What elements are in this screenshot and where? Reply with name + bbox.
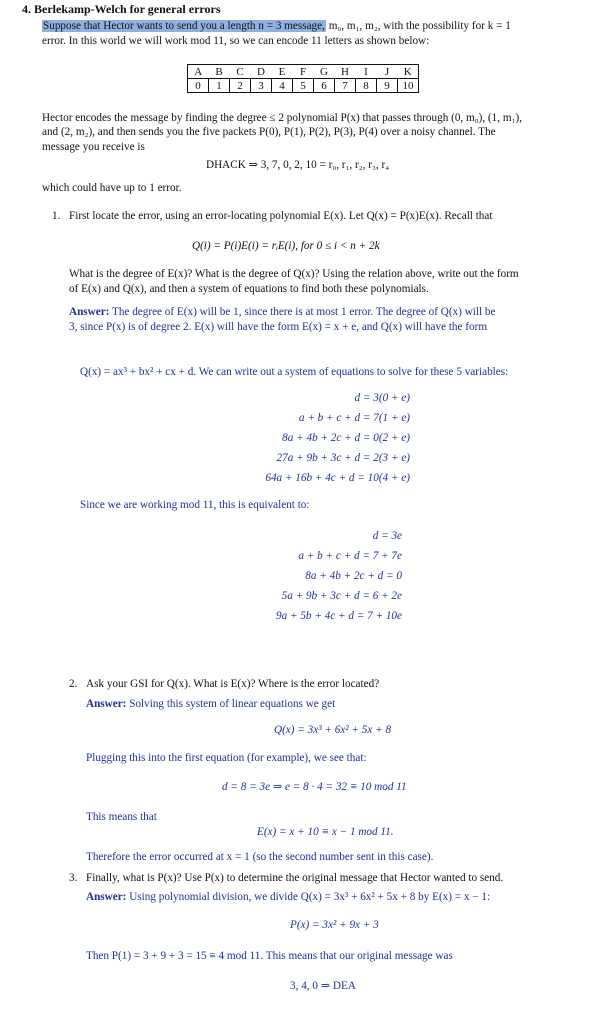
q2-ex: E(x) = x + 10 ≡ x − 1 mod 11.	[257, 826, 394, 838]
q2-therefore: Therefore the error occurred at x = 1 (so the second number sent in this case).	[86, 851, 434, 863]
letter-cell: J	[377, 65, 398, 79]
letter-cell: D	[251, 65, 272, 79]
letter-cell: G	[314, 65, 335, 79]
q2-plug: Plugging this into the first equation (for example), we see that:	[86, 752, 367, 764]
q3-answer-text-1: Using polynomial division, we divide Q(x) = 3x³ + 6x² + 5x + 8 by E(x) = x − 1:	[126, 891, 491, 903]
letter-cell: H	[335, 65, 356, 79]
system1-eq: 64a + 16b + 4c + d = 10(4 + e)	[265, 472, 410, 484]
q3-line-1: Finally, what is P(x)? Use P(x) to determine the original message that Hector wanted to send.	[86, 872, 504, 884]
numbers-row	[188, 79, 419, 93]
system1-eq: d = 3(0 + e)	[354, 392, 410, 404]
q1-line-3: of E(x) and Q(x), and then a system of equations to find both these polynomials.	[69, 283, 429, 295]
q2-qx: Q(x) = 3x³ + 6x² + 5x + 8	[274, 724, 392, 736]
received-message: DHACK ⇒ 3, 7, 0, 2, 10 = r₀, r₁, r₂, r₃, r₄	[206, 159, 390, 171]
q1-answer-line-1	[69, 306, 495, 318]
number-cell: 1	[209, 79, 230, 93]
letter-cell: K	[398, 65, 419, 79]
q1-formula: Q(i) = P(i)E(i) = rᵢE(i), for 0 ≤ i < n + 2k	[192, 240, 380, 252]
number-cell: 8	[356, 79, 377, 93]
q3-then: Then P(1) = 3 + 9 + 3 = 15 ≡ 4 mod 11. This means that our original message was	[86, 950, 453, 962]
system2-eq: d = 3e	[372, 530, 402, 542]
q2-d-equation: d = 8 = 3e ⇒ e = 8 · 4 = 32 ≡ 10 mod 11	[222, 781, 407, 793]
number-cell: 0	[188, 79, 209, 93]
section-title: 4. Berlekamp-Welch for general errors	[22, 2, 221, 16]
q3-number: 3.	[69, 872, 78, 884]
intro-line-1	[42, 20, 511, 32]
q1-answer-line-3: Q(x) = ax³ + bx² + cx + d. We can write out a system of equations to solve for these 5 variables:	[80, 366, 509, 378]
q1-line-1: First locate the error, using an error-locating polynomial E(x). Let Q(x) = P(x)E(x). Recall that	[69, 210, 493, 222]
q2-answer-text-1: Solving this system of linear equations we get	[126, 698, 336, 710]
number-cell: 2	[230, 79, 251, 93]
para2-line-4: which could have up to 1 error.	[42, 182, 182, 194]
q3-answer-label: Answer:	[86, 891, 127, 903]
number-cell: 6	[314, 79, 335, 93]
q1-number: 1.	[52, 210, 61, 222]
system1-eq: a + b + c + d = 7(1 + e)	[298, 412, 410, 424]
number-cell: 10	[398, 79, 419, 93]
system2-eq: 9a + 5b + 4c + d = 7 + 10e	[276, 610, 402, 622]
letter-cell: B	[209, 65, 230, 79]
intro-rest: m₀, m₁, m₂, with the possibility for k = 1	[325, 20, 511, 32]
q2-line-1: Ask your GSI for Q(x). What is E(x)? Where is the error located?	[86, 678, 380, 690]
number-cell: 7	[335, 79, 356, 93]
q1-answer-line-2: 3, since P(x) is of degree 2. E(x) will have the form E(x) = x + e, and Q(x) will have the form	[69, 321, 488, 333]
q1-line-2: What is the degree of E(x)? What is the degree of Q(x)? Using the relation above, write out the form	[69, 268, 519, 280]
letter-cell: A	[188, 65, 209, 79]
number-cell: 9	[377, 79, 398, 93]
number-cell: 3	[251, 79, 272, 93]
system2-eq: a + b + c + d = 7 + 7e	[298, 550, 402, 562]
q3-px: P(x) = 3x² + 9x + 3	[290, 919, 379, 931]
system2-eq: 8a + 4b + 2c + d = 0	[305, 570, 402, 582]
system2-eq: 5a + 9b + 3c + d = 6 + 2e	[281, 590, 402, 602]
intro-line-2: error. In this world we will work mod 11, so we can encode 11 letters as shown below:	[42, 35, 430, 47]
letter-cell: E	[272, 65, 293, 79]
para2-line-1: Hector encodes the message by finding the degree ≤ 2 polynomial P(x) that passes through (0, m₀), (1, m₁),	[42, 112, 522, 124]
q3-answer-line-1	[86, 891, 490, 903]
highlighted-text[interactable]: Suppose that Hector wants to send you a length n = 3 message,	[43, 20, 325, 32]
since-line: Since we are working mod 11, this is equivalent to:	[80, 499, 310, 511]
q2-answer-label: Answer:	[86, 698, 127, 710]
letter-cell: F	[293, 65, 314, 79]
q2-means: This means that	[86, 811, 157, 823]
q3-final: 3, 4, 0 ⇒ DEA	[290, 980, 356, 992]
encoding-table	[187, 64, 419, 93]
para2-line-3: message you receive is	[42, 141, 145, 153]
system1-eq: 27a + 9b + 3c + d = 2(3 + e)	[276, 452, 410, 464]
letter-cell: I	[356, 65, 377, 79]
q2-number: 2.	[69, 678, 78, 690]
q2-answer-line-1	[86, 698, 335, 710]
q1-answer-text-1: The degree of E(x) will be 1, since there is at most 1 error. The degree of Q(x) will be	[109, 306, 496, 318]
q1-answer-label: Answer:	[69, 306, 110, 318]
letter-cell: C	[230, 65, 251, 79]
system1-eq: 8a + 4b + 2c + d = 0(2 + e)	[282, 432, 410, 444]
letters-row	[188, 65, 419, 79]
number-cell: 4	[272, 79, 293, 93]
number-cell: 5	[293, 79, 314, 93]
para2-line-2: and (2, m₂), and then sends you the five packets P(0), P(1), P(2), P(3), P(4) over a noisy channel. The	[42, 126, 496, 138]
